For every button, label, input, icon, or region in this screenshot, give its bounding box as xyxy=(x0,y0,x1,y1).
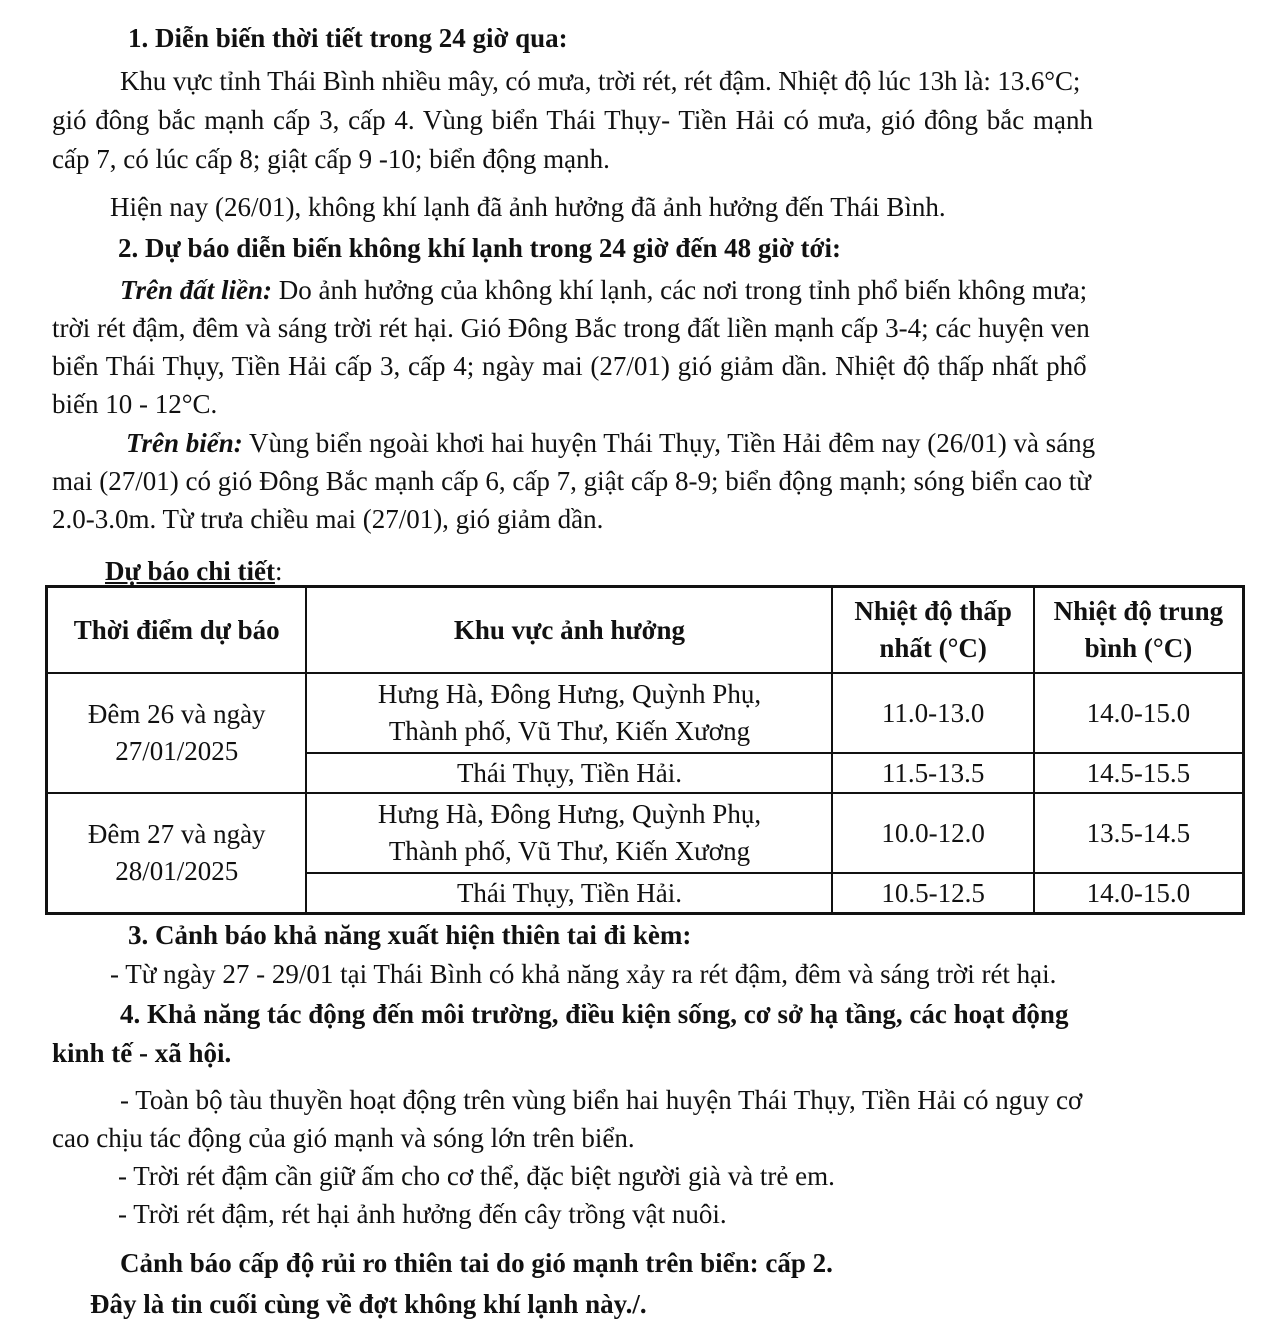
section-4-item-3: - Trời rét đậm, rét hại ảnh hưởng đến cây trồng vật nuôi. xyxy=(118,1199,727,1229)
land-forecast-line-4: biến 10 - 12°C. xyxy=(52,389,218,419)
time-line-2: 28/01/2025 xyxy=(115,856,239,886)
forecast-table xyxy=(45,585,1245,915)
header-min-temp-line-2: nhất (°C) xyxy=(879,633,987,663)
time-line-1: Đêm 27 và ngày xyxy=(87,819,266,849)
area-line-2: Thành phố, Vũ Thư, Kiến Xương xyxy=(388,836,751,866)
area-cell xyxy=(306,673,832,753)
detail-label-colon: : xyxy=(274,556,283,586)
min-temp-cell: 10.0-12.0 xyxy=(832,793,1033,873)
time-cell xyxy=(47,673,307,793)
land-forecast-line-3: biển Thái Thụy, Tiền Hải cấp 3, cấp 4; ngày mai (27/01) gió giảm dần. Nhiệt độ thấp nhất phổ xyxy=(52,351,1087,381)
area-cell xyxy=(306,793,832,873)
land-forecast-line-2: trời rét đậm, đêm và sáng trời rét hại. Gió Đông Bắc trong đất liền mạnh cấp 3-4; các huyện ven xyxy=(52,313,1090,343)
avg-temp-cell: 14.0-15.0 xyxy=(1034,873,1244,914)
sea-label: Trên biển: xyxy=(126,428,243,458)
section-4-heading-line-1: 4. Khả năng tác động đến môi trường, điều kiện sống, cơ sở hạ tầng, các hoạt động xyxy=(120,999,1069,1029)
time-line-1: Đêm 26 và ngày xyxy=(87,699,266,729)
min-temp-cell: 10.5-12.5 xyxy=(832,873,1033,914)
sea-forecast-line-1 xyxy=(126,424,1095,462)
land-label: Trên đất liền: xyxy=(120,275,272,305)
risk-level-warning: Cảnh báo cấp độ rủi ro thiên tai do gió mạnh trên biển: cấp 2. xyxy=(120,1248,833,1278)
header-avg-temp xyxy=(1034,587,1244,674)
sea-forecast-line-3: 2.0-3.0m. Từ trưa chiều mai (27/01), gió giảm dần. xyxy=(52,504,604,534)
min-temp-cell: 11.5-13.5 xyxy=(832,753,1033,793)
header-min-temp xyxy=(832,587,1033,674)
header-avg-temp-line-2: bình (°C) xyxy=(1084,633,1193,663)
area-line-1: Hưng Hà, Đông Hưng, Quỳnh Phụ, xyxy=(377,799,762,829)
min-temp-cell: 11.0-13.0 xyxy=(832,673,1033,753)
section-1-heading: 1. Diễn biến thời tiết trong 24 giờ qua: xyxy=(128,23,568,53)
section-3-heading: 3. Cảnh báo khả năng xuất hiện thiên tai đi kèm: xyxy=(128,920,692,950)
sea-text-1: Vùng biển ngoài khơi hai huyện Thái Thụy, Tiền Hải đêm nay (26/01) và sáng xyxy=(242,428,1096,458)
section-1-line-1: Khu vực tỉnh Thái Bình nhiều mây, có mưa, trời rét, rét đậm. Nhiệt độ lúc 13h là: 13.6°C; xyxy=(120,66,1081,96)
section-2-heading: 2. Dự báo diễn biến không khí lạnh trong 24 giờ đến 48 giờ tới: xyxy=(118,233,841,263)
land-forecast-line-1 xyxy=(120,271,1087,309)
sea-forecast-line-2: mai (27/01) có gió Đông Bắc mạnh cấp 6, cấp 7, giật cấp 8-9; biển động mạnh; sóng biển cao từ xyxy=(52,466,1091,496)
avg-temp-cell: 13.5-14.5 xyxy=(1034,793,1244,873)
header-avg-temp-line-1: Nhiệt độ trung xyxy=(1053,596,1224,626)
section-4-item-1-line-1: - Toàn bộ tàu thuyền hoạt động trên vùng biển hai huyện Thái Thụy, Tiền Hải có nguy cơ xyxy=(120,1085,1083,1115)
section-4-heading-line-2: kinh tế - xã hội. xyxy=(52,1038,232,1068)
header-area: Khu vực ảnh hưởng xyxy=(306,587,832,674)
table-header-row xyxy=(47,587,1244,674)
section-3-item: - Từ ngày 27 - 29/01 tại Thái Bình có khả năng xảy ra rét đậm, đêm và sáng trời rét hại. xyxy=(110,959,1057,989)
detail-label-text: Dự báo chi tiết xyxy=(105,556,275,586)
section-1-line-3: cấp 7, có lúc cấp 8; giật cấp 9 -10; biển động mạnh. xyxy=(52,144,610,174)
section-4-item-2: - Trời rét đậm cần giữ ấm cho cơ thể, đặc biệt người già và trẻ em. xyxy=(118,1161,835,1191)
area-line-2: Thành phố, Vũ Thư, Kiến Xương xyxy=(388,716,751,746)
final-note: Đây là tin cuối cùng về đợt không khí lạnh này./. xyxy=(90,1289,647,1319)
area-line-1: Hưng Hà, Đông Hưng, Quỳnh Phụ, xyxy=(377,679,762,709)
time-cell xyxy=(47,793,307,914)
land-text-1: Do ảnh hưởng của không khí lạnh, các nơi trong tỉnh phổ biến không mưa; xyxy=(272,275,1088,305)
section-1-current-status: Hiện nay (26/01), không khí lạnh đã ảnh hưởng đã ảnh hưởng đến Thái Bình. xyxy=(110,192,946,222)
section-1-line-2: gió đông bắc mạnh cấp 3, cấp 4. Vùng biển Thái Thụy- Tiền Hải có mưa, gió đông bắc mạnh xyxy=(52,105,1093,135)
section-4-item-1-line-2: cao chịu tác động của gió mạnh và sóng lớn trên biển. xyxy=(52,1123,635,1153)
avg-temp-cell: 14.5-15.5 xyxy=(1034,753,1244,793)
table-row xyxy=(47,673,1244,753)
header-min-temp-line-1: Nhiệt độ thấp xyxy=(854,596,1012,626)
area-cell: Thái Thụy, Tiền Hải. xyxy=(306,753,832,793)
header-time: Thời điểm dự báo xyxy=(47,587,307,674)
avg-temp-cell: 14.0-15.0 xyxy=(1034,673,1244,753)
table-row xyxy=(47,793,1244,873)
time-line-2: 27/01/2025 xyxy=(115,736,239,766)
area-cell: Thái Thụy, Tiền Hải. xyxy=(306,873,832,914)
